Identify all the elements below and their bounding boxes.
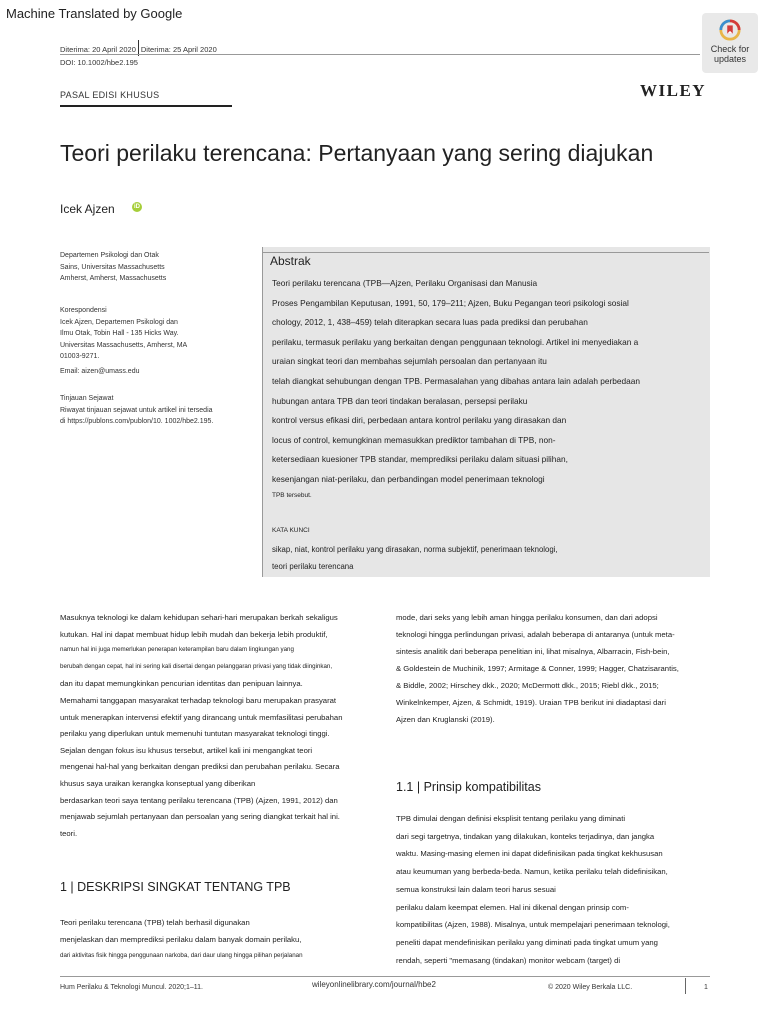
peer-review-label: Tinjauan Sejawat bbox=[60, 395, 114, 402]
section-1-1-heading: 1.1 | Prinsip kompatibilitas bbox=[396, 780, 541, 794]
peer-review-line[interactable]: di https://publons.com/publon/10. 1002/hbe2.195. bbox=[60, 418, 214, 425]
keywords-label: KATA KUNCI bbox=[272, 527, 310, 534]
footer-journal: Hum Perilaku & Teknologi Muncul. 2020;1–11. bbox=[60, 984, 203, 991]
correspondence-line: Universitas Massachusetts, Amherst, MA bbox=[60, 341, 188, 349]
correspondence-email[interactable]: Email: aizen@umass.edu bbox=[60, 367, 140, 375]
affiliation-line: Sains, Universitas Massachusetts bbox=[60, 263, 165, 271]
correspondence-line: Icek Ajzen, Departemen Psikologi dan bbox=[60, 318, 178, 326]
machine-translated-banner: Machine Translated by Google bbox=[6, 6, 183, 21]
paragraph-line: menjawab sejumlah pertanyaan dan persoalan yang sering diangkat terkait hal ini. bbox=[60, 812, 340, 822]
paragraph-line: perilaku yang diperlukan untuk memenuhi tuntutan masyarakat teknologi tinggi. bbox=[60, 729, 330, 739]
correspondence-line: Ilmu Otak, Tobin Hall - 135 Hicks Way. bbox=[60, 330, 179, 337]
footer-copyright: © 2020 Wiley Berkala LLC. bbox=[548, 984, 633, 991]
orcid-icon[interactable]: iD bbox=[134, 204, 140, 210]
paragraph-line: peneliti dapat mendefinisikan perilaku yang diminati pada tingkat umum yang bbox=[396, 937, 658, 947]
abstract-line: telah diangkat sehubungan dengan TPB. Permasalahan yang dibahas antara lain adalah perbedaan bbox=[272, 376, 640, 386]
article-title: Teori perilaku terencana: Pertanyaan yang sering diajukan bbox=[60, 140, 654, 166]
check-for-updates-badge[interactable] bbox=[702, 13, 758, 73]
paragraph-line: Memahami tanggapan masyarakat terhadap teknologi baru merupakan prasyarat bbox=[60, 696, 337, 705]
section-type-rule bbox=[60, 105, 232, 107]
correspondence-label: Korespondensi bbox=[60, 307, 107, 314]
abstract-heading: Abstrak bbox=[270, 254, 311, 268]
abstract-line: Proses Pengambilan Keputusan, 1991, 50, 179–211; Ajzen, Buku Pegangan teori psikologi sosial bbox=[272, 297, 629, 308]
affiliation-line: Amherst, Amherst, Massachusetts bbox=[60, 275, 167, 282]
publisher-logo: WILEY bbox=[640, 81, 707, 100]
paragraph-line: & Goldestein de Muchinik, 1997; Armitage & Conner, 1999; Hagger, Chatzisarantis, bbox=[396, 664, 679, 673]
correspondence bbox=[60, 305, 250, 377]
paragraph-line: perilaku dalam keempat elemen. Hal ini dikenal dengan prinsip com- bbox=[396, 902, 629, 912]
abstract-line: kontrol versus efikasi diri, perbedaan antara kontrol perilaku yang dirasakan dan bbox=[272, 415, 567, 426]
paragraph-line: khusus saya uraikan kerangka konseptual yang diberikan bbox=[60, 779, 256, 788]
keywords-line: teori perilaku terencana bbox=[272, 562, 354, 571]
paragraph-line: rendah, seperti "memasang (tindakan) monitor webcam (target) di bbox=[396, 955, 621, 965]
paragraph-line: mode, dari seks yang lebih aman hingga perilaku konsumen, dan dari adopsi bbox=[396, 613, 658, 622]
abstract-line: chology, 2012, 1, 438–459) telah diterapkan secara luas pada prediksi dan perubahan bbox=[272, 317, 588, 328]
abstract-line: hubungan antara TPB dan teori tindakan beralasan, persepsi perilaku bbox=[272, 395, 528, 406]
section-type: PASAL EDISI KHUSUS bbox=[60, 90, 160, 100]
paragraph-line: atau keumuman yang berbeda-beda. Namun, ketika perilaku telah didefinisikan, bbox=[396, 867, 668, 877]
paragraph-line: dan itu dapat memungkinkan pencurian identitas dan penipuan lainnya. bbox=[60, 679, 303, 689]
paragraph-line: menjelaskan dan memprediksi perilaku dalam banyak domain perilaku, bbox=[60, 935, 302, 944]
abstract-line: uraian singkat teori dan membahas sejumlah persoalan dan pertanyaan itu bbox=[272, 356, 547, 367]
affiliation bbox=[60, 250, 250, 285]
accepted-date: Diterima: 25 April 2020 bbox=[140, 45, 217, 54]
paragraph-line: sintesis analitik dari beberapa penelitian ini, lihat misalnya, Albarracin, Fish-bein, bbox=[396, 647, 670, 656]
paragraph-line: dari segi targetnya, tindakan yang dilakukan, konteks terjadinya, dan jangka bbox=[396, 831, 655, 841]
abstract-rule bbox=[262, 252, 709, 253]
author-name[interactable]: Icek Ajzen bbox=[60, 202, 115, 216]
correspondence-line: 01003-9271. bbox=[60, 353, 100, 360]
paragraph-line: Masuknya teknologi ke dalam kehidupan sehari-hari merupakan berkah sekaligus bbox=[60, 613, 338, 622]
abstract-line: locus of control, kemungkinan memasukkan prediktor tambahan di TPB, non- bbox=[272, 434, 556, 445]
footer-rule bbox=[60, 976, 710, 977]
paragraph-line: berdasarkan teori saya tentang perilaku terencana (TPB) (Ajzen, 1991, 2012) dan bbox=[60, 795, 338, 805]
paragraph-line: kutukan. Hal ini dapat membuat hidup lebih mudah dan bekerja lebih produktif, bbox=[60, 629, 328, 639]
received-date: Diterima: 20 April 2020 bbox=[60, 45, 136, 54]
paragraph-line: waktu. Masing-masing elemen ini dapat didefinisikan pada tingkat kekhususan bbox=[396, 849, 663, 859]
peer-review bbox=[60, 393, 250, 428]
affiliation-line: Departemen Psikologi dan Otak bbox=[60, 252, 159, 259]
keywords-line: sikap, niat, kontrol perilaku yang dirasakan, norma subjektif, penerimaan teknologi, bbox=[272, 545, 558, 554]
paragraph-line: Ajzen dan Kruglanski (2019). bbox=[396, 715, 495, 724]
paragraph-line: Teori perilaku terencana (TPB) telah berhasil digunakan bbox=[60, 918, 250, 927]
abstract-line: Teori perilaku terencana (TPB—Ajzen, Perilaku Organisasi dan Manusia bbox=[272, 278, 538, 288]
header-rule bbox=[60, 54, 700, 55]
section-1-heading: 1 | DESKRIPSI SINGKAT TENTANG TPB bbox=[60, 880, 291, 894]
paragraph-line: Winkelnkemper, Ajzen, & Schmidt, 1919). Uraian TPB berikut ini diadaptasi dari bbox=[396, 698, 666, 707]
paragraph-line: berubah dengan cepat, hal ini sering kali disertai dengan pelanggaran privasi yang tidak diinginkan, bbox=[60, 662, 333, 670]
abstract-box bbox=[262, 247, 710, 577]
check-updates-icon bbox=[719, 19, 741, 41]
paragraph-line: namun hal ini juga memerlukan penerapan keterampilan baru dalam lingkungan yang bbox=[60, 646, 294, 654]
footer-separator bbox=[685, 978, 686, 994]
paragraph-line: Sejalan dengan fokus isu khusus tersebut, artikel kali ini mengangkat teori bbox=[60, 745, 313, 755]
paragraph-line: teori. bbox=[60, 828, 78, 838]
badge-line1: Check for bbox=[710, 44, 750, 54]
paragraph-line: teknologi hingga perlindungan privasi, adalah beberapa di antaranya (untuk meta- bbox=[396, 630, 675, 639]
paragraph-line: untuk menerapkan intervensi efektif yang dirancang untuk memfasilitasi perubahan bbox=[60, 712, 343, 722]
page-number: 1 bbox=[704, 984, 708, 991]
abstract-line: kesenjangan niat-perilaku, dan perbandingan model penerimaan teknologi bbox=[272, 474, 545, 484]
paragraph-line: dari aktivitas fisik hingga penggunaan narkoba, dari daur ulang hingga pilihan perjalanan bbox=[60, 952, 303, 959]
paragraph-line: kompatibilitas (Ajzen, 1988). Misalnya, untuk mempelajari penerimaan teknologi, bbox=[396, 920, 670, 930]
peer-review-line: Riwayat tinjauan sejawat untuk artikel ini tersedia bbox=[60, 406, 213, 414]
paragraph-line: & Biddle, 2002; Hirschey dkk., 2020; McDermott dkk., 2015; Riebl dkk., 2015; bbox=[396, 681, 659, 690]
doi[interactable]: DOI: 10.1002/hbe2.195 bbox=[60, 58, 138, 67]
abstract-line: ketersediaan kuesioner TPB standar, memprediksi perilaku dalam situasi pilihan, bbox=[272, 454, 568, 465]
abstract-line: perilaku, termasuk perilaku yang berkaitan dengan penggunaan teknologi. Artikel ini menyediakan a bbox=[272, 336, 639, 347]
paragraph-line: mengenai hal-hal yang berkaitan dengan prediksi dan perubahan perilaku. Secara bbox=[60, 762, 340, 772]
paragraph-line: semua konstruksi lain dalam teori harus sesuai bbox=[396, 884, 556, 894]
footer-url[interactable]: wileyonlinelibrary.com/journal/hbe2 bbox=[312, 980, 436, 989]
paragraph-line: TPB dimulai dengan definisi eksplisit tentang perilaku yang diminati bbox=[396, 814, 626, 823]
abstract-tail: TPB tersebut. bbox=[272, 492, 312, 499]
badge-line2: updates bbox=[713, 54, 747, 64]
